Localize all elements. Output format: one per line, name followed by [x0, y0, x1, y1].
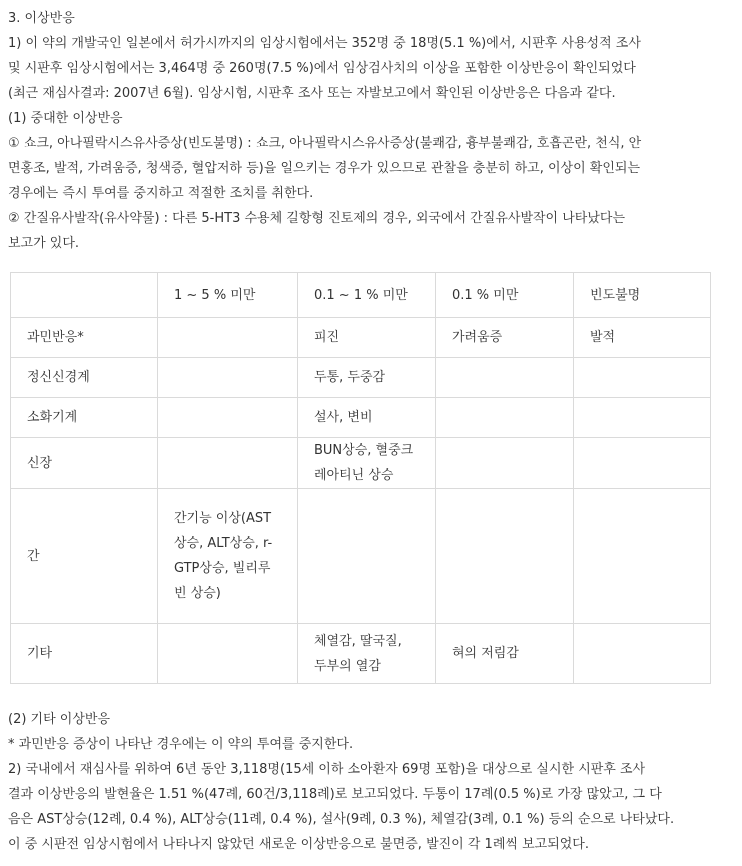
intro-paragraphs [8, 6, 722, 256]
text-line: 2) 국내에서 재심사를 위하여 6년 동안 3,118명(15세 이하 소아환자 69명 포함)을 대상으로 실시한 시판후 조사 [8, 762, 646, 777]
adverse-reaction-table [10, 272, 711, 684]
table-row [11, 358, 711, 398]
table-header-cell [298, 273, 436, 318]
table-cell [574, 438, 711, 489]
table-cell [436, 438, 574, 489]
table-cell [436, 398, 574, 438]
table-cell [436, 318, 574, 358]
row-label-cell [11, 358, 158, 398]
text-line: 보고가 있다. [8, 236, 80, 251]
table-header-cell [574, 273, 711, 318]
table-row [11, 489, 711, 624]
cell-text: 1 ~ 5 % 미만 [174, 287, 256, 303]
table-cell [436, 624, 574, 684]
cell-text: 간기능 이상(AST [174, 511, 272, 526]
text-line: 면홍조, 발적, 가려움증, 청색증, 혈압저하 등)을 일으키는 경우가 있으므로 관찰을 충분히 하고, 이상이 확인되는 [8, 161, 641, 176]
table-cell [574, 624, 711, 684]
table-header-cell [158, 273, 298, 318]
text-line: (1) 중대한 이상반응 [8, 111, 123, 126]
table-cell [158, 489, 298, 624]
table-cell [574, 318, 711, 358]
text-line: * 과민반응 증상이 나타난 경우에는 이 약의 투여를 중지한다. [8, 737, 354, 752]
cell-text: 피진 [314, 330, 340, 345]
cell-text: 레아티닌 상승 [314, 468, 394, 483]
text-line: (2) 기타 이상반응 [8, 712, 111, 727]
table-cell [158, 624, 298, 684]
cell-text: 혀의 저림감 [452, 646, 519, 661]
text-line: 3. 이상반응 [8, 11, 75, 26]
table-cell [298, 438, 436, 489]
table-cell [436, 358, 574, 398]
text-line: 1) 이 약의 개발국인 일본에서 허가시까지의 임상시험에서는 352명 중 18명(5.1 %)에서, 시판후 사용성적 조사 [8, 36, 641, 51]
row-label-cell [11, 624, 158, 684]
text-line: ② 간질유사발작(유사약물) : 다른 5-HT3 수용체 길항형 진토제의 경우, 외국에서 간질유사발작이 나타났다는 [8, 211, 626, 226]
table-cell [574, 358, 711, 398]
table-cell [574, 398, 711, 438]
row-label-cell [11, 438, 158, 489]
text-line: ① 쇼크, 아나필락시스유사증상(빈도불명) : 쇼크, 아나필락시스유사증상(불쾌감, 흉부불쾌감, 호흡곤란, 천식, 안 [8, 136, 642, 151]
table-header-row [11, 273, 711, 318]
cell-text: 정신신경계 [27, 370, 90, 385]
table-cell [298, 398, 436, 438]
cell-text: 빈 상승) [174, 586, 221, 601]
text-line: 이 중 시판전 임상시험에서 나타나지 않았던 새로운 이상반응으로 불면증, 발진이 각 1례씩 보고되었다. [8, 837, 590, 852]
table-cell [158, 438, 298, 489]
table-cell [436, 489, 574, 624]
row-label-cell [11, 489, 158, 624]
table-header-cell [11, 273, 158, 318]
cell-text: 설사, 변비 [314, 410, 373, 425]
row-label-cell [11, 398, 158, 438]
table-row [11, 438, 711, 489]
cell-text: 상승, ALT상승, r- [174, 536, 273, 551]
text-line: (최근 재심사결과: 2007년 6월). 임상시험, 시판후 조사 또는 자발보고에서 확인된 이상반응은 다음과 같다. [8, 86, 616, 101]
table-cell [158, 398, 298, 438]
table-row [11, 318, 711, 358]
cell-text: 소화기계 [27, 410, 78, 425]
text-line: 경우에는 즉시 투여를 중지하고 적절한 조치를 취한다. [8, 186, 314, 201]
cell-text: GTP상승, 빌리루 [174, 561, 271, 576]
text-line: 및 시판후 임상시험에서는 3,464명 중 260명(7.5 %)에서 임상검사치의 이상을 포함한 이상반응이 확인되었다 [8, 61, 636, 76]
cell-text: 신장 [27, 455, 53, 471]
cell-text: 체열감, 딸국질, [314, 633, 402, 649]
table-cell [298, 489, 436, 624]
cell-text: 0.1 ~ 1 % 미만 [314, 287, 408, 303]
table-header-cell [436, 273, 574, 318]
table-cell [298, 318, 436, 358]
table-cell [574, 489, 711, 624]
table-row [11, 624, 711, 684]
table-cell [298, 624, 436, 684]
table-row [11, 398, 711, 438]
cell-text: 두통, 두중감 [314, 370, 386, 385]
cell-text: 두부의 열감 [314, 658, 381, 674]
table-body [11, 273, 711, 684]
cell-text: 0.1 % 미만 [452, 287, 519, 303]
cell-text: 기타 [27, 646, 53, 661]
table-cell [158, 358, 298, 398]
table-cell [158, 318, 298, 358]
cell-text: BUN상승, 혈중크 [314, 443, 414, 458]
cell-text: 가려움증 [452, 330, 503, 345]
text-line: 음은 AST상승(12례, 0.4 %), ALT상승(11례, 0.4 %), 설사(9례, 0.3 %), 체열감(3례, 0.1 %) 등의 순으로 나타났다. [8, 812, 675, 827]
cell-text: 발적 [590, 330, 616, 345]
text-line: 결과 이상반응의 발현율은 1.51 %(47례, 60건/3,118례)로 보고되었다. 두통이 17례(0.5 %)로 가장 많았고, 그 다 [8, 787, 662, 802]
cell-text: 빈도불명 [590, 287, 641, 303]
row-label-cell [11, 318, 158, 358]
table-cell [298, 358, 436, 398]
outro-paragraphs [8, 707, 722, 857]
cell-text: 간 [27, 548, 40, 564]
cell-text: 과민반응* [27, 330, 84, 345]
